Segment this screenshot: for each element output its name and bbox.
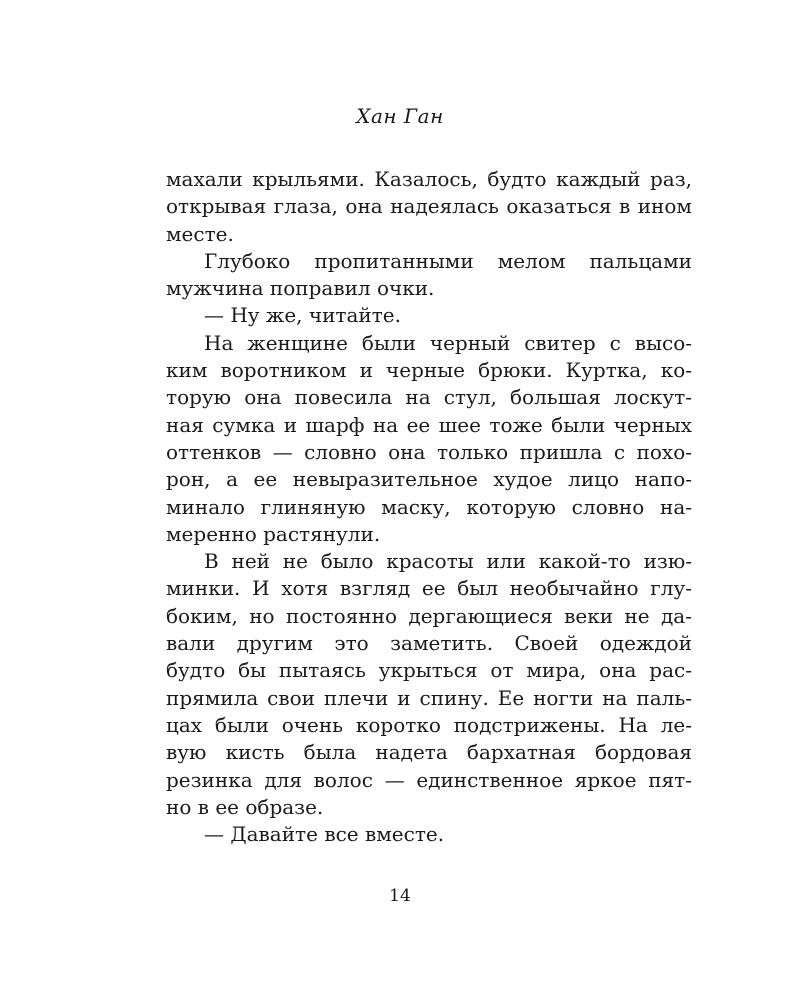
text-line: открывая глаза, она надеялась оказаться в ином	[166, 194, 692, 219]
text-line: рон, а ее невыразительное худое лицо напо-	[166, 467, 692, 492]
running-header: Хан Ган	[356, 104, 444, 128]
body-text	[166, 166, 692, 848]
text-line: но в ее образе.	[166, 794, 324, 819]
text-line: — Давайте все вместе.	[204, 822, 445, 847]
text-line: оттенков — словно она только пришла с похо-	[166, 439, 692, 464]
paragraph	[166, 302, 692, 329]
text-line: резинка для волос — единственное яркое пят-	[166, 767, 692, 792]
paragraph	[166, 248, 692, 303]
text-line: цах были очень коротко подстрижены. На ле-	[166, 712, 692, 737]
text-line: вую кисть была надета бархатная бордовая	[166, 740, 692, 765]
text-line: Глубоко пропитанными мелом пальцами	[204, 248, 692, 273]
text-line: прямила свои плечи и спину. Ее ногти на паль-	[166, 685, 692, 710]
text-line: меренно растянули.	[166, 521, 381, 546]
paragraph	[166, 166, 692, 248]
paragraph	[166, 330, 692, 548]
text-line: На женщине были черный свитер с высо-	[204, 330, 692, 355]
text-line: — Ну же, читайте.	[204, 303, 402, 328]
text-line: ная сумка и шарф на ее шее тоже были черных	[166, 412, 692, 437]
text-line: махали крыльями. Казалось, будто каждый раз,	[166, 167, 692, 191]
page-number: 14	[389, 886, 411, 906]
text-line: вали другим это заметить. Своей одеждой	[166, 631, 692, 656]
paragraph	[166, 548, 692, 821]
text-line: В ней не было красоты или какой-то изю-	[204, 549, 692, 574]
text-line: минало глиняную маску, которую словно на-	[166, 494, 692, 519]
text-line: минки. И хотя взгляд ее был необычайно глу-	[166, 576, 692, 601]
text-line: мужчина поправил очки.	[166, 276, 435, 301]
paragraph	[166, 821, 692, 848]
text-line: месте.	[166, 221, 234, 246]
text-line: боким, но постоянно дергающиеся веки не да-	[166, 603, 692, 628]
text-line: будто бы пытаясь укрыться от мира, она рас-	[166, 658, 692, 683]
text-line: ким воротником и черные брюки. Куртка, ко-	[166, 358, 692, 383]
text-line: торую она повесила на стул, большая лоскут-	[166, 385, 692, 410]
